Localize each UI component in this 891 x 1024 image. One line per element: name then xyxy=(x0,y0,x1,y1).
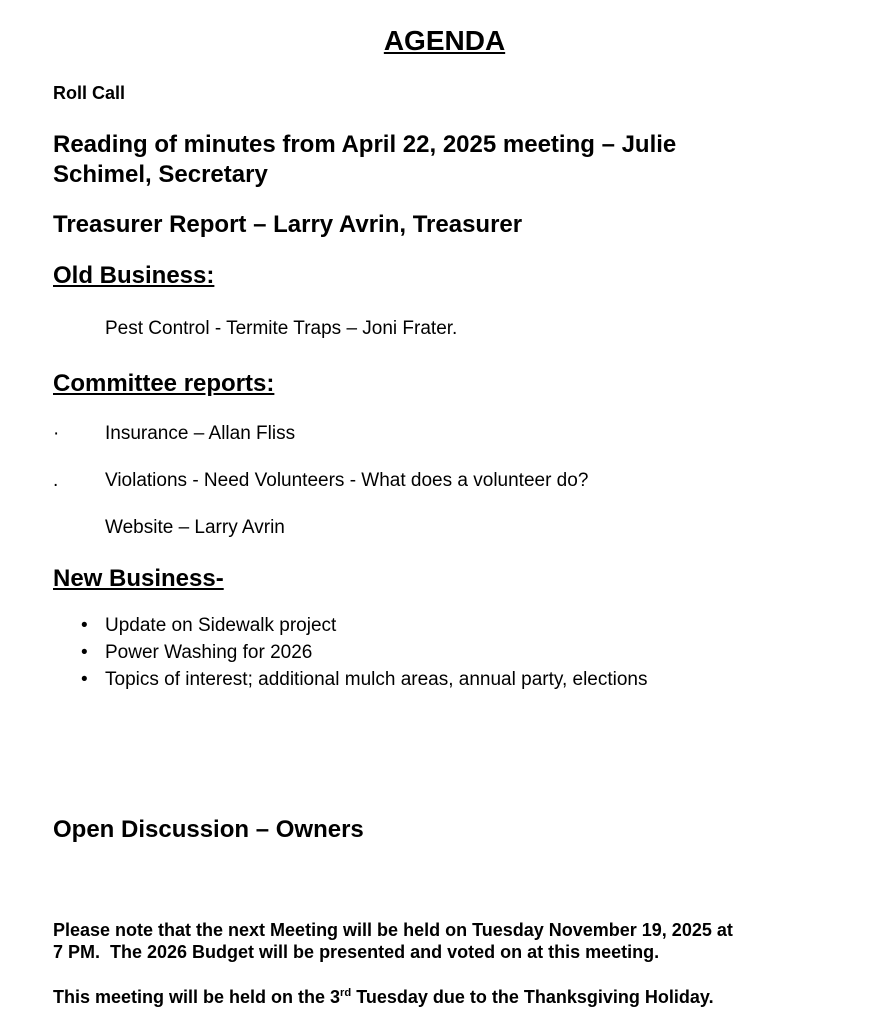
roll-call-heading: Roll Call xyxy=(53,82,126,103)
committee-item-text: Website – Larry Avrin xyxy=(105,517,285,539)
next-meeting-note xyxy=(53,919,836,964)
empty-marker xyxy=(53,517,105,539)
new-business-heading xyxy=(53,564,836,594)
old-business-item: Pest Control - Termite Traps – Joni Frater. xyxy=(105,318,458,340)
bullet-icon: • xyxy=(81,668,88,690)
reading-of-minutes-line-1: Reading of minutes from April 22, 2025 meeting – Julie xyxy=(53,131,677,159)
list-item-text: Power Washing for 2026 xyxy=(105,641,313,663)
dot-marker-icon: · xyxy=(53,422,60,444)
bullet-icon: • xyxy=(81,614,88,636)
next-meeting-note-line-2: 7 PM. The 2026 Budget will be presented and voted on at this meeting. xyxy=(53,942,660,963)
committee-reports-heading-text: Committee reports: xyxy=(53,369,275,397)
list-item xyxy=(53,666,836,693)
next-meeting-note-line-1: Please note that the next Meeting will be held on Tuesday November 19, 2025 at xyxy=(53,919,733,940)
old-business-heading-text: Old Business: xyxy=(53,262,215,290)
reading-of-minutes-heading xyxy=(53,130,836,190)
third-tuesday-note xyxy=(53,986,836,1009)
third-tuesday-note-before: This meeting will be held on the 3 xyxy=(53,987,341,1008)
list-item-text: Topics of interest; additional mulch areas, annual party, elections xyxy=(105,668,648,690)
new-business-list xyxy=(53,612,836,693)
ordinal-superscript: rd xyxy=(340,987,352,1000)
committee-reports-heading xyxy=(53,369,836,399)
list-item xyxy=(53,612,836,639)
new-business-heading-text: New Business- xyxy=(53,564,224,592)
third-tuesday-note-after: Tuesday due to the Thanksgiving Holiday. xyxy=(351,987,714,1008)
treasurer-report-heading: Treasurer Report – Larry Avrin, Treasurer xyxy=(53,211,523,239)
old-business-heading xyxy=(53,261,836,291)
bullet-icon: • xyxy=(81,641,88,663)
period-marker-icon: . xyxy=(53,469,59,491)
reading-of-minutes-line-2: Schimel, Secretary xyxy=(53,161,268,189)
document-title: AGENDA xyxy=(383,25,506,56)
open-discussion-heading: Open Discussion – Owners xyxy=(53,815,364,843)
committee-item-website xyxy=(53,517,836,539)
committee-item-insurance xyxy=(53,423,836,445)
list-item-text: Update on Sidewalk project xyxy=(105,614,337,636)
list-item xyxy=(53,639,836,666)
committee-item-violations xyxy=(53,470,836,492)
committee-item-text: Violations - Need Volunteers - What does a volunteer do? xyxy=(105,469,589,491)
committee-item-text: Insurance – Allan Fliss xyxy=(105,422,296,444)
